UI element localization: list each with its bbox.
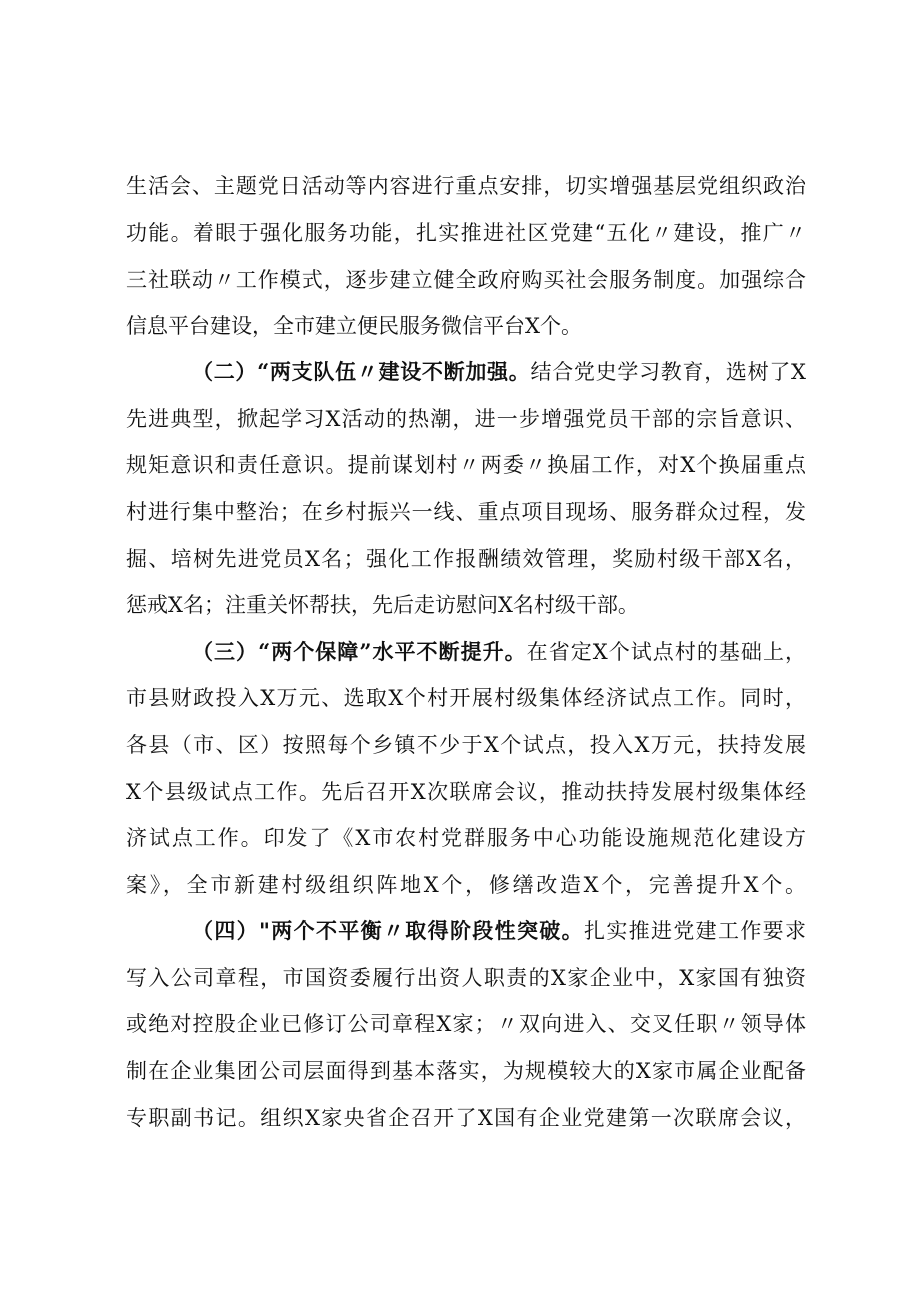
section-heading: （四）"两个不平衡〃取得阶段性突破。 — [192, 918, 584, 943]
paragraph-line: X个县级试点工作。先后召开X次联席会议，推动扶持发展村级集体经 — [126, 780, 806, 804]
section-heading: （三）“两个保障”水平不断提升。 — [192, 639, 527, 664]
paragraph-line: 惩戒X名；注重关怀帮扶，先后走访慰问X名村级干部。 — [126, 593, 639, 617]
paragraph-line: 村进行集中整治；在乡村振兴一线、重点项目现场、服务群众过程，发 — [126, 500, 806, 524]
paragraph-line: 掘、培树先进党员X名；强化工作报酬绩效管理，奖励村级干部X名， — [126, 547, 806, 571]
paragraph-line: 功能。着眼于强化服务功能，扎实推进社区党建“五化〃建设，推广〃 — [126, 221, 806, 245]
paragraph-line: 制在企业集团公司层面得到基本落实，为规模较大的X家市属企业配备 — [126, 1059, 806, 1083]
paragraph-line: 或绝对控股企业已修订公司章程X家；〃双向进入、交叉任职〃领导体 — [126, 1012, 806, 1036]
paragraph-line: 案》，全市新建村级组织阵地X个，修缮改造X个，完善提升X个。 — [126, 873, 806, 897]
section-heading-line: （二）“两支队伍〃建设不断加强。结合党史学习教育，选树了X — [192, 359, 806, 384]
paragraph-line: 信息平台建设，全市建立便民服务微信平台X个。 — [126, 314, 582, 338]
paragraph-line: 规矩意识和责任意识。提前谋划村〃两委〃换届工作，对X个换届重点 — [126, 453, 806, 477]
paragraph-line: 济试点工作。印发了《X市农村党群服务中心功能设施规范化建设方 — [126, 826, 806, 850]
paragraph-line: 先进典型，掀起学习X活动的热潮，进一步增强党员干部的宗旨意识、 — [126, 407, 806, 431]
paragraph-line: 专职副书记。组织X家央省企召开了X国有企业党建第一次联席会议， — [126, 1106, 806, 1130]
paragraph-line: 各县（市、区）按照每个乡镇不少于X个试点，投入X万元，扶持发展 — [126, 733, 806, 757]
section-heading: （二）“两支队伍〃建设不断加强。 — [192, 359, 531, 384]
section-heading-line: （三）“两个保障”水平不断提升。在省定X个试点村的基础上， — [192, 639, 806, 664]
paragraph-line: 生活会、主题党日活动等内容进行重点安排，切实增强基层党组织政治 — [126, 174, 806, 198]
paragraph-line: 市县财政投入X万元、选取X个村开展村级集体经济试点工作。同时， — [126, 686, 806, 710]
paragraph-line: 三社联动〃工作模式，逐步建立健全政府购买社会服务制度。加强综合 — [126, 268, 806, 292]
paragraph-line: 写入公司章程，市国资委履行出资人职责的X家企业中，X家国有独资 — [126, 966, 806, 990]
section-heading-line: （四）"两个不平衡〃取得阶段性突破。扎实推进党建工作要求 — [192, 918, 806, 943]
